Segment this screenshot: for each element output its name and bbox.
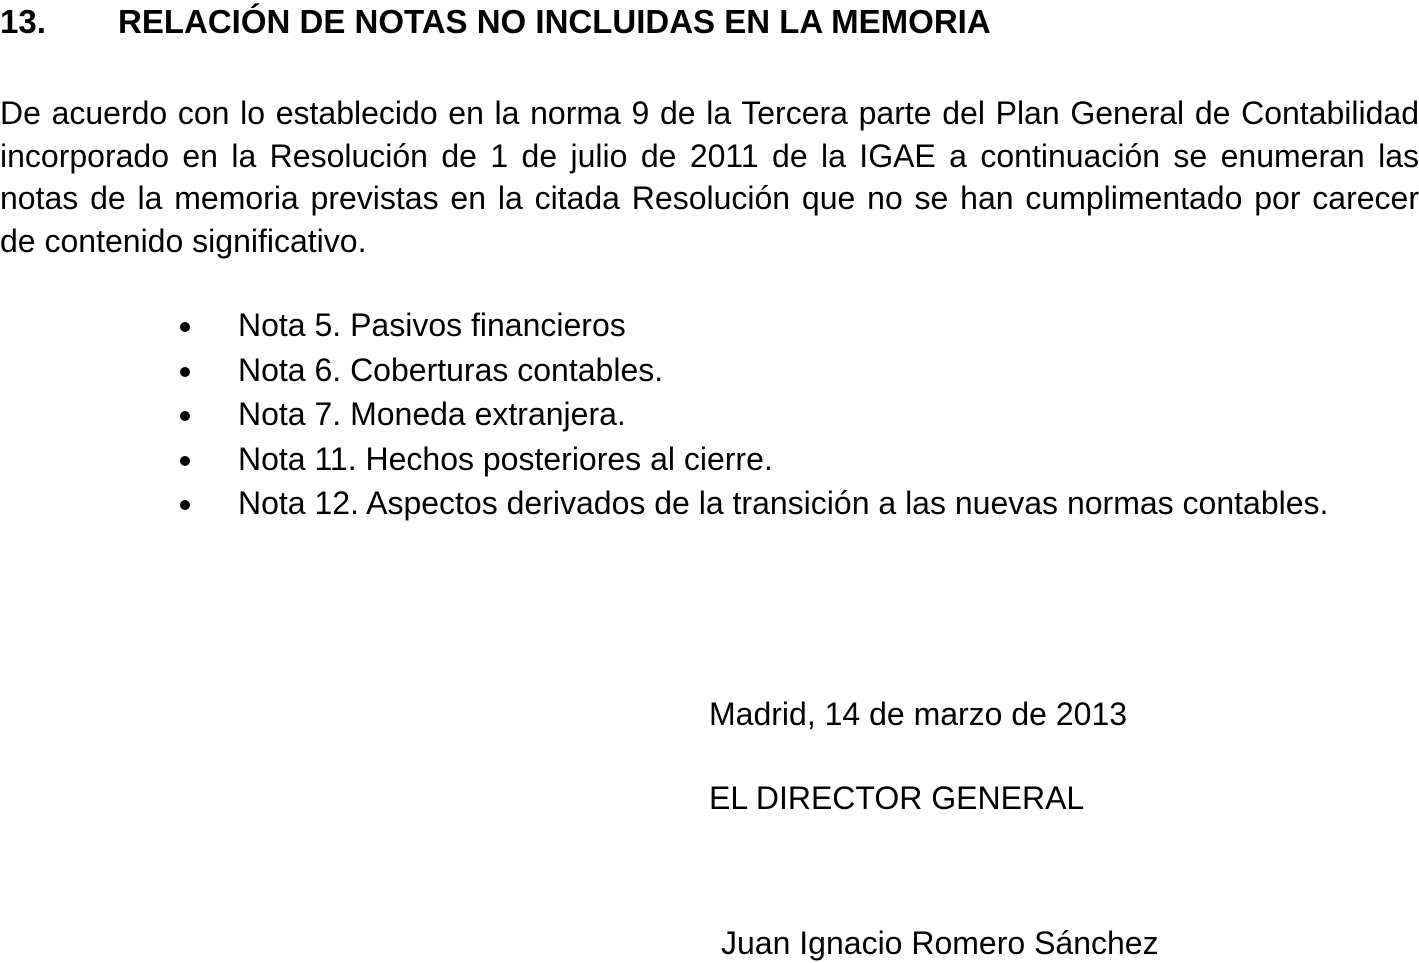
bullet-icon [180,322,190,332]
signature-name: Juan Ignacio Romero Sánchez [721,925,1159,961]
bullet-icon [180,500,190,510]
list-item [180,437,1419,482]
signature-role: EL DIRECTOR GENERAL [709,780,1085,816]
bullet-icon [180,367,190,377]
signature-place-date: Madrid, 14 de marzo de 2013 [709,696,1128,732]
list-item [180,303,1419,348]
notes-list [180,303,1419,526]
note-text: Nota 5. Pasivos financieros [238,307,626,343]
bullet-icon [180,456,190,466]
list-item [180,481,1419,526]
list-item [180,348,1419,393]
section-title: RELACIÓN DE NOTAS NO INCLUIDAS EN LA MEMORIA [118,3,991,40]
note-text: Nota 7. Moneda extranjera. [238,396,626,432]
intro-paragraph: De acuerdo con lo establecido en la norma 9 de la Tercera parte del Plan General de Contabilidad incorporado en la Resolución de 1 de julio de 2011 de la IGAE a continuación se enumeran las notas de la memoria previstas en la citada Resolución que no se han cumplimentado por carecer de contenido significativo. [0,95,1419,259]
section-heading [0,2,991,42]
section-number: 13. [0,3,46,40]
note-text: Nota 6. Coberturas contables. [238,351,664,388]
note-text: Nota 12. Aspectos derivados de la transición a las nuevas normas contables. [238,485,1329,521]
note-text: Nota 11. Hechos posteriores al cierre. [238,440,773,477]
list-item [180,392,1419,437]
bullet-icon [180,411,190,421]
